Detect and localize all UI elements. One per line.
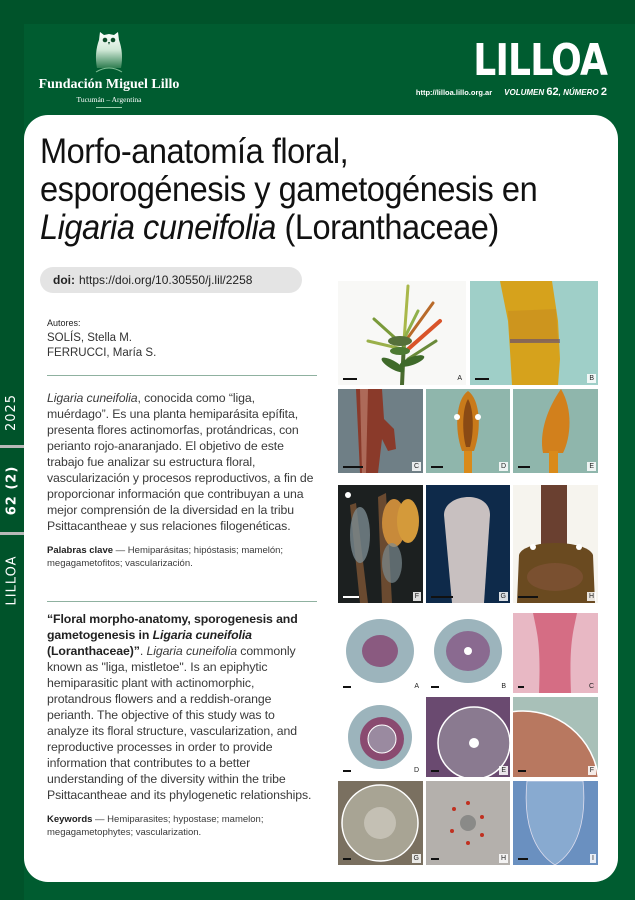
doi-pill[interactable]: doi: https://doi.org/10.30550/j.lil/2258: [40, 267, 302, 293]
figure-1b: B: [470, 281, 598, 385]
figure-2h: H: [426, 781, 510, 865]
spine-divider: [0, 532, 24, 535]
figure-1a-plant: A: [338, 281, 466, 385]
keywords-en: Keywords — Hemiparasites; hypostase; mamelon; megagametophytes; vascularization.: [47, 814, 264, 838]
figure-1f: F: [338, 485, 423, 603]
article-title: Morfo-anatomía floral, esporogénesis y gametogénesis en Ligaria cuneifolia (Loranthaceae): [40, 132, 538, 247]
abstract-es: Ligaria cuneifolia, conocida como “liga, muérdago”. Es una planta hemiparásita epífita, presenta flores actinomorfas, protándricas, con perianto rojo-anaranjado. El objetivo de este trabajo fue analizar su estructura floral, vascularización y procesos reproductivos, a fin de proporcionar información que contribuyan a una mejor comprensión de la diversidad en la tribu Psittacantheae y sus relaciones filogenéticas. Palabras clave — Hemiparásitas; hipóstasis; mamelón; megagametofitos; vascularización.: [47, 390, 317, 570]
doi-link[interactable]: https://doi.org/10.30550/j.lil/2258: [79, 273, 253, 287]
figure-2i: I: [513, 781, 598, 865]
spine-divider: [0, 445, 24, 448]
spine-issue: 62 (2): [4, 465, 20, 515]
figure-2e: E: [426, 697, 510, 777]
owl-icon: [94, 28, 124, 74]
divider: [47, 375, 317, 376]
logo-underline: [96, 107, 122, 108]
spine-year: 2025: [4, 393, 20, 431]
abstract-en: “Floral morpho-anatomy, sporogenesis and gametogenesis in Ligaria cuneifolia (Loranthaceae)”. Ligaria cuneifolia commonly known as "liga, mistletoe". Is an epiphytic hemiparasitic plant with actinomorphic, protandrous flowers and a reddish-orange perianth. The objective of this study was to analyze its floral structure, vascularization, and reproductive processes in order to provide information that contributes to a better understanding of the diversity within the tribe Psittacantheae and its phylogenetic relationships. Keywords — Hemiparasites; hypostase; mamelon; megagametophytes; vascularization.: [47, 611, 317, 839]
figure-2f: F: [513, 697, 598, 777]
volume-number: VOLUMEN 62, NÚMERO 2: [504, 86, 607, 98]
figure-1h: H: [513, 485, 598, 603]
figure-2d: D: [338, 697, 423, 777]
figure-2b: B: [426, 613, 510, 693]
journal-masthead: [415, 35, 607, 98]
figure-1e: E: [513, 389, 598, 473]
spine-journal: LILLOA: [4, 555, 20, 605]
author: FERRUCCI, María S.: [47, 347, 157, 359]
journal-spine: [0, 0, 24, 900]
divider: [47, 601, 317, 602]
figure-2c: C: [513, 613, 598, 693]
fundacion-logo: [40, 28, 178, 112]
author: SOLÍS, Stella M.: [47, 332, 133, 344]
figure-2a: A: [338, 613, 423, 693]
figure-1c: C: [338, 389, 423, 473]
figure-1g: G: [426, 485, 510, 603]
keywords-es: Palabras clave — Hemiparásitas; hipóstasis; mamelón; megagametofitos; vascularización.: [47, 545, 284, 569]
logo-subtitle: Tucumán – Argentina: [76, 95, 142, 104]
authors-label: Autores:: [47, 318, 81, 328]
journal-meta: [416, 86, 607, 98]
authors-list: [47, 331, 317, 361]
figure-1d: D: [426, 389, 510, 473]
journal-url[interactable]: http://lilloa.lillo.org.ar: [415, 88, 493, 97]
journal-title: LILLOA: [473, 35, 607, 86]
figure-2g: G: [338, 781, 423, 865]
logo-name: Fundación Miguel Lillo: [38, 77, 180, 92]
